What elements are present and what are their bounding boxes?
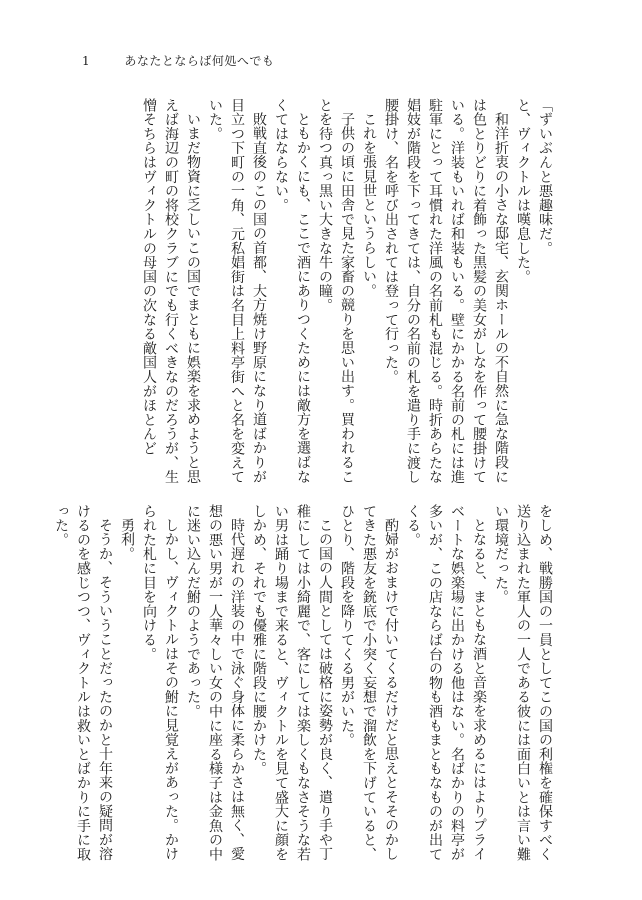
paragraph: 「ずいぶんと悪趣味だ。 (537, 98, 553, 256)
paragraph: そうか、そういうことだったのかと十年来の疑問が溶けるのを感じつつ、ヴィクトルは救いとばかりに手に取った。 (53, 504, 113, 862)
paragraph: この国の人間としては破格に姿勢が良く、遣り手や丁稚にしては小綺麗で、客にしては楽しくもなさそうな若い男は踊り場まで来ると、ヴィクトルを見て盛大に顔をしかめ、それでも優雅に階段に腰かけた。 (251, 504, 333, 862)
page-header (82, 52, 274, 69)
paragraph: をしめ、戦勝国の一員としてこの国の利権を確保すべく送り込まれた軍人の一人である彼には面白いとは言い難い環境だった。 (493, 504, 553, 862)
paragraph: 酌婦がおまけで付いてくるだけだと思えとそそのかしてきた悪友を銃底で小突く妄想で溜飲を下げていると、ひとり、階段を降りてくる男がいた。 (339, 504, 399, 862)
text-block-top (86, 98, 556, 496)
paragraph: 敗戦直後のこの国の首都、大方焼け野原になり道ばかりが目立つ下町の一角、元私娼街は名目上料亭街へと名を変えていた。 (207, 98, 267, 485)
page-number: 1 (82, 54, 91, 68)
paragraph: となると、まともな酒と音楽を求めるにはよりプライベートな娯楽場に出かける他はない。名ばかりの料亭が多いが、この店ならば台の物も酒もまともなものが出てくる。 (405, 504, 487, 862)
paragraph: しかし、ヴィクトルはその鮒に見覚えがあった。かけられた札に目を向ける。 (141, 504, 179, 862)
paragraph: 子供の頃に田舎で見た家畜の競りを思い出す。買われることを待つ真っ黒い大きな牛の瞳。 (317, 98, 355, 484)
running-title: あなたとならば何処へでも (124, 54, 275, 68)
paragraph: これを張見世というらしい。 (361, 112, 377, 298)
paragraph: 時代遅れの洋装の中で泳ぐ身体に柔らかさは無く、愛想の悪い男が一人華々しい女の中に座る様子は金魚の中に迷い込んだ鮒のようであった。 (185, 504, 245, 862)
paragraph: 和洋折衷の小さな邸宅、玄関ホールの不自然に急な階段には色とりどりに着飾った黒髪の美女がしなを作って腰掛けている。洋装もいれば和装もいる。壁にかかる名前の札には進駐軍にとって耳慣れた洋風の名前札も混じる。時折あらたな娼妓が階段を下ってきては、自分の名前の札を遣り手に渡し腰掛け、名を呼び出されては登って行った。 (383, 98, 509, 485)
paragraph: いまだ物資に乏しいこの国でまともに娯楽を求めようと思えば海辺の町の将校クラブにでも行くべきなのだろうが、生憎そちらはヴィクトルの母国の次なる敵国人がほとんど (141, 98, 201, 485)
paragraph: と、ヴィクトルは嘆息した。 (515, 98, 531, 284)
paragraph: ともかくにも、ここで酒にありつくためには敵方を選ばなくてはならない。 (273, 98, 311, 484)
text-block-bottom (53, 504, 556, 862)
paragraph: 勇利。 (119, 518, 135, 561)
